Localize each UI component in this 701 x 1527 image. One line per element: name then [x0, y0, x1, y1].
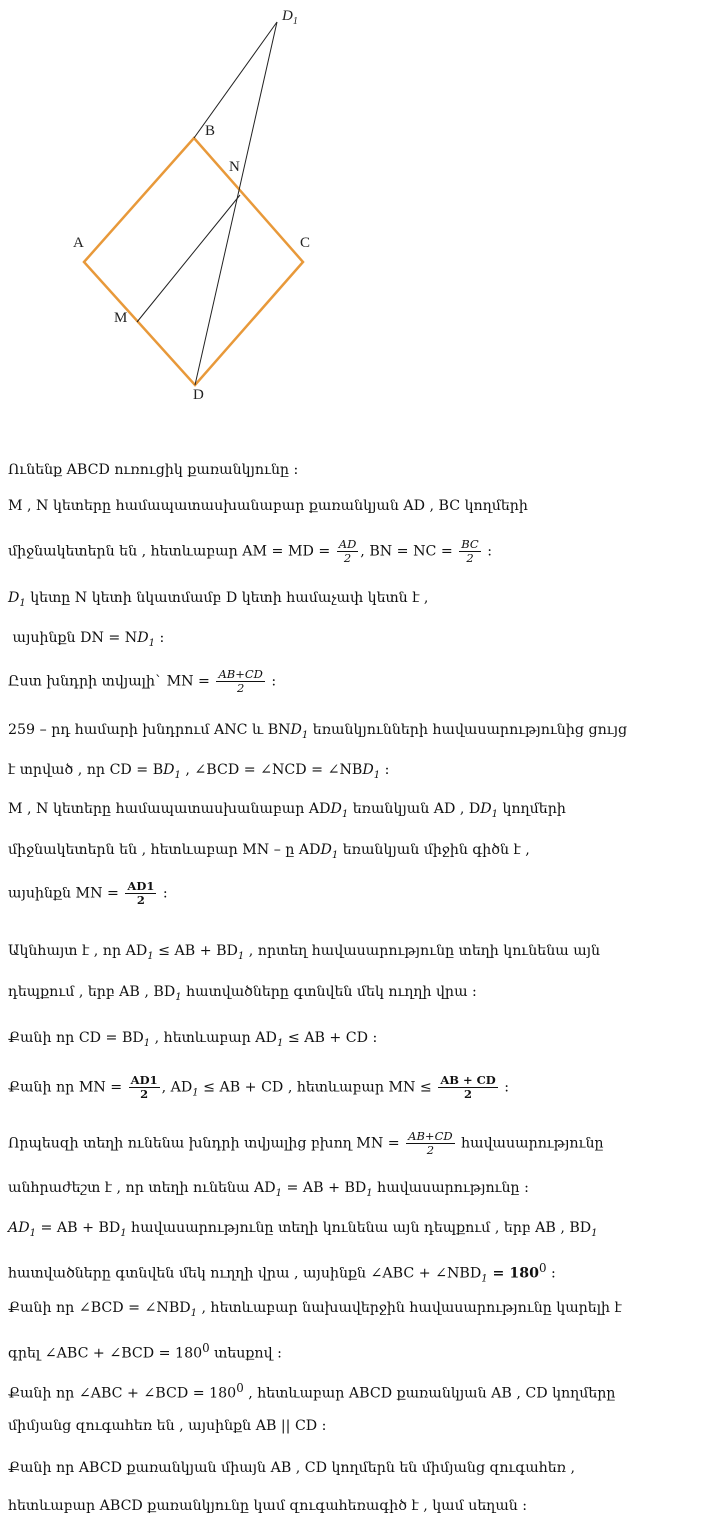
line-9: M , N կետերը համապատասխանաբար $ADD_1$ եռանկյան AD , $DD_1$ կողմերի: [8, 801, 566, 820]
line-8: է տրված , որ CD = $BD_1$ , ∠BCD = ∠NCD = $\angle NBD_1$ :: [8, 762, 390, 781]
label-n: N: [229, 159, 240, 175]
line-4: $D_1$ կետը N կետի նկատմամբ D կետի համաչափ կետն է ,: [8, 590, 429, 609]
line-6: Ըստ խնդրի տվյալի` MN = $\frac{AB+CD}{2}$ :: [8, 667, 277, 695]
line-22: Քանի որ ∠ABC + ∠BCD = $180^0$ , հետևաբար ABCD քառանկյան AB , CD կողմերը: [8, 1381, 616, 1402]
segment-b-d1: [194, 22, 277, 138]
fraction-abcd-2-b: $\frac{AB+CD}{2}$: [408, 1129, 453, 1157]
label-b: B: [205, 123, 216, 139]
segment-d-d1: [195, 22, 277, 385]
line-5: այսինքն DN = $ND_1$ :: [12, 630, 165, 649]
line-19: հատվածները գտնվեն մեկ ուղղի վրա , այսինքն ∠ABC + $\angle NBD_1 = 180^0$ :: [8, 1261, 556, 1285]
fraction-ab-cd-2: $\frac{AB + CD}{2}$: [440, 1073, 496, 1101]
line-24: Քանի որ ABCD քառանկյան միայն AB , CD կողմերն են միմյանց զուգահեռ ,: [8, 1460, 575, 1476]
line-23: միմյանց զուգահեռ են , այսինքն AB || CD :: [8, 1418, 327, 1434]
line-25: հետևաբար ABCD քառանկյունը կամ զուգահեռագիծ է , կամ սեղան :: [8, 1498, 528, 1514]
geometry-figure: [0, 0, 701, 420]
line-17: անհրաժեշտ է , որ տեղի ունենա $AD_1$ = AB + $BD_1$ հավասարությունը :: [8, 1180, 529, 1199]
line-3: միջնակետերն են , հետևաբար AM = MD = $\frac{AD}{2}$ , BN = NC = $\frac{BC}{2}$ :: [8, 537, 493, 565]
line-15: Քանի որ MN = $\frac{AD1}{2}$ , $AD_1$ ≤ AB + CD , հետևաբար MN ≤ $\frac{AB + CD}{2}$ :: [8, 1073, 510, 1101]
line-14: Քանի որ CD = $BD_1$ , հետևաբար $AD_1$ ≤ AB + CD :: [8, 1030, 378, 1049]
label-m: M: [114, 310, 128, 326]
segment-m-n: [137, 195, 240, 322]
fraction-ad-2: $\frac{AD}{2}$: [338, 537, 357, 565]
line-13: դեպքում , երբ AB , $BD_1$ հատվածները գտնվեն մեկ ուղղի վրա :: [8, 984, 477, 1003]
line-2: M , N կետերը համապատասխանաբար քառանկյան AD , BC կողմերի: [8, 498, 528, 514]
line-7: 259 – րդ համարի խնդրում ANC և $BND_1$ եռանկյունների հավասարությունից ցույց: [8, 722, 628, 741]
label-d1: $D_1$: [282, 8, 298, 27]
label-c: C: [300, 235, 311, 251]
line-20: Քանի որ ∠BCD = $\angle NBD_1$ , հետևաբար նախավերջին հավասարությունը կարելի է: [8, 1300, 622, 1319]
label-a: A: [73, 235, 84, 251]
line-21: գրել ∠ABC + ∠BCD = $180^0$ տեսքով :: [8, 1341, 282, 1362]
fraction-ad1-2-b: $\frac{AD1}{2}$: [130, 1073, 158, 1101]
fraction-bc-2: $\frac{BC}{2}$: [461, 537, 479, 565]
label-d: D: [193, 387, 204, 403]
quadrilateral-abcd: [84, 138, 303, 385]
line-16: Որպեսզի տեղի ունենա խնդրի տվյալից բխող MN = $\frac{AB+CD}{2}$ հավասարությունը: [8, 1129, 604, 1157]
line-18: $AD_1$ = AB + $BD_1$ հավասարությունը տեղի կունենա այն դեպքում , երբ AB , $BD_1$: [8, 1220, 598, 1239]
fraction-abcd-2: $\frac{AB+CD}{2}$: [218, 667, 263, 695]
line-12: Ակնհայտ է , որ $AD_1$ ≤ AB + $BD_1$ , որտեղ հավասարությունը տեղի կունենա այն: [8, 943, 601, 962]
fraction-ad1-2: $\frac{AD1}{2}$: [127, 879, 155, 907]
line-10: միջնակետերն են , հետևաբար MN – ը $ADD_1$ եռանկյան միջին գիծն է ,: [8, 842, 530, 861]
line-1: Ունենք ABCD ուռուցիկ քառանկյունը :: [8, 462, 299, 478]
line-11: այսինքն MN = $\frac{AD1}{2}$ :: [8, 879, 168, 907]
